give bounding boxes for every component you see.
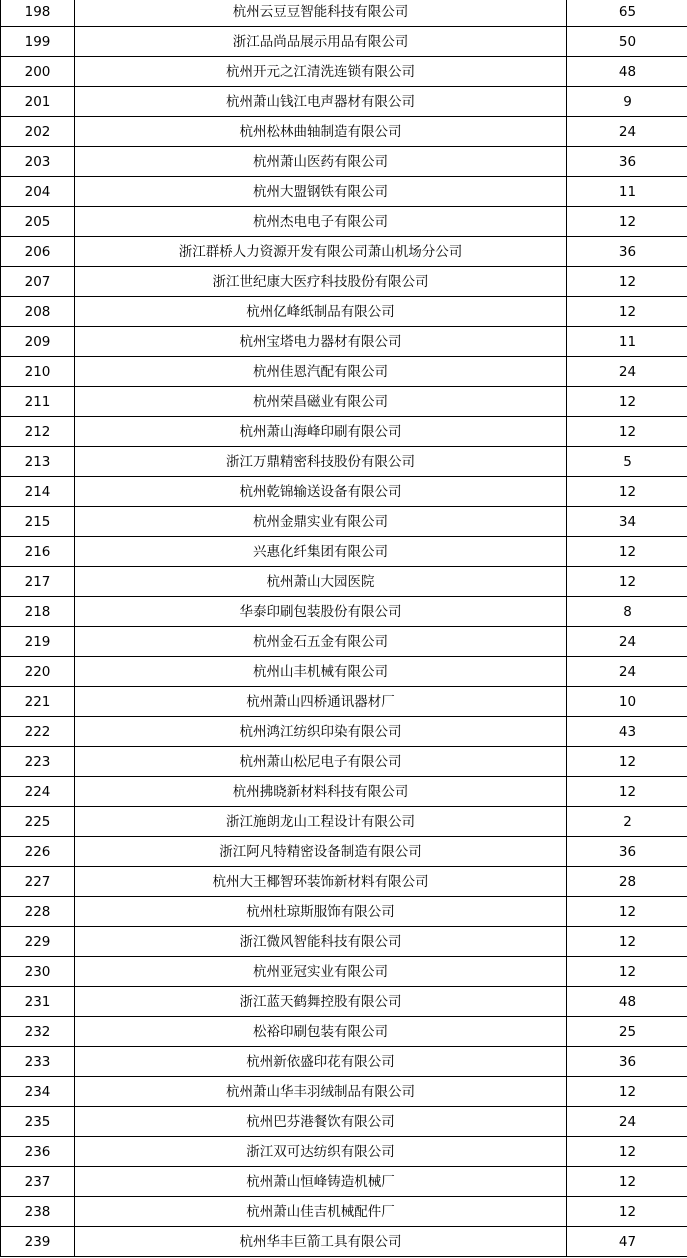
table-row (1, 1107, 687, 1137)
company-name-cell: 浙江双可达纺织有限公司 (75, 1137, 567, 1167)
count-cell: 12 (567, 747, 687, 777)
company-name-cell: 浙江万鼎精密科技股份有限公司 (75, 447, 567, 477)
table-row (1, 777, 687, 807)
count-cell: 65 (567, 0, 687, 27)
row-number-cell: 207 (1, 267, 75, 297)
company-name-cell: 杭州荣昌磁业有限公司 (75, 387, 567, 417)
count-cell: 24 (567, 1107, 687, 1137)
count-cell: 36 (567, 237, 687, 267)
company-name-cell: 杭州萧山恒峰铸造机械厂 (75, 1167, 567, 1197)
count-cell: 12 (567, 1077, 687, 1107)
count-cell: 11 (567, 177, 687, 207)
company-name-cell: 浙江微风智能科技有限公司 (75, 927, 567, 957)
table-row (1, 297, 687, 327)
row-number-cell: 214 (1, 477, 75, 507)
row-number-cell: 235 (1, 1107, 75, 1137)
table-row (1, 627, 687, 657)
count-cell: 36 (567, 1047, 687, 1077)
company-name-cell: 杭州大盟钢铁有限公司 (75, 177, 567, 207)
count-cell: 12 (567, 267, 687, 297)
row-number-cell: 229 (1, 927, 75, 957)
company-name-cell: 杭州亚冠实业有限公司 (75, 957, 567, 987)
company-name-cell: 浙江世纪康大医疗科技股份有限公司 (75, 267, 567, 297)
company-name-cell: 杭州萧山大园医院 (75, 567, 567, 597)
row-number-cell: 215 (1, 507, 75, 537)
table-row (1, 387, 687, 417)
table-row (1, 1137, 687, 1167)
count-cell: 12 (567, 417, 687, 447)
row-number-cell: 227 (1, 867, 75, 897)
table-row (1, 1047, 687, 1077)
row-number-cell: 198 (1, 0, 75, 27)
row-number-cell: 203 (1, 147, 75, 177)
row-number-cell: 223 (1, 747, 75, 777)
row-number-cell: 218 (1, 597, 75, 627)
company-name-cell: 杭州山丰机械有限公司 (75, 657, 567, 687)
table-row (1, 267, 687, 297)
row-number-cell: 222 (1, 717, 75, 747)
table-row (1, 957, 687, 987)
company-name-cell: 浙江蓝天鹤舞控股有限公司 (75, 987, 567, 1017)
table-row (1, 867, 687, 897)
count-cell: 25 (567, 1017, 687, 1047)
table-row (1, 477, 687, 507)
table-row (1, 687, 687, 717)
table-row (1, 147, 687, 177)
table-row (1, 897, 687, 927)
company-name-cell: 杭州萧山松尼电子有限公司 (75, 747, 567, 777)
row-number-cell: 204 (1, 177, 75, 207)
table-row (1, 927, 687, 957)
row-number-cell: 202 (1, 117, 75, 147)
row-number-cell: 225 (1, 807, 75, 837)
company-name-cell: 杭州杰电电子有限公司 (75, 207, 567, 237)
company-name-cell: 杭州萧山四桥通讯器材厂 (75, 687, 567, 717)
count-cell: 48 (567, 987, 687, 1017)
table-row (1, 447, 687, 477)
row-number-cell: 224 (1, 777, 75, 807)
row-number-cell: 217 (1, 567, 75, 597)
table-row (1, 327, 687, 357)
row-number-cell: 212 (1, 417, 75, 447)
company-name-cell: 杭州大王椰智环装饰新材料有限公司 (75, 867, 567, 897)
table-row (1, 57, 687, 87)
row-number-cell: 237 (1, 1167, 75, 1197)
table-row (1, 87, 687, 117)
row-number-cell: 236 (1, 1137, 75, 1167)
company-name-cell: 杭州松林曲轴制造有限公司 (75, 117, 567, 147)
company-name-cell: 杭州拂晓新材料科技有限公司 (75, 777, 567, 807)
company-name-cell: 华泰印刷包装股份有限公司 (75, 597, 567, 627)
row-number-cell: 211 (1, 387, 75, 417)
count-cell: 12 (567, 477, 687, 507)
row-number-cell: 233 (1, 1047, 75, 1077)
count-cell: 12 (567, 207, 687, 237)
table-row (1, 117, 687, 147)
table-row (1, 597, 687, 627)
count-cell: 36 (567, 837, 687, 867)
count-cell: 50 (567, 27, 687, 57)
company-name-cell: 浙江施朗龙山工程设计有限公司 (75, 807, 567, 837)
table-row (1, 747, 687, 777)
row-number-cell: 231 (1, 987, 75, 1017)
count-cell: 10 (567, 687, 687, 717)
company-name-cell: 杭州佳恩汽配有限公司 (75, 357, 567, 387)
count-cell: 12 (567, 777, 687, 807)
table-row (1, 507, 687, 537)
company-name-cell: 杭州亿峰纸制品有限公司 (75, 297, 567, 327)
row-number-cell: 239 (1, 1227, 75, 1257)
table-row (1, 537, 687, 567)
row-number-cell: 206 (1, 237, 75, 267)
row-number-cell: 210 (1, 357, 75, 387)
count-cell: 24 (567, 117, 687, 147)
company-name-cell: 杭州金鼎实业有限公司 (75, 507, 567, 537)
count-cell: 28 (567, 867, 687, 897)
count-cell: 24 (567, 657, 687, 687)
count-cell: 12 (567, 297, 687, 327)
company-name-cell: 杭州乾锦输送设备有限公司 (75, 477, 567, 507)
row-number-cell: 219 (1, 627, 75, 657)
table-row (1, 987, 687, 1017)
count-cell: 24 (567, 357, 687, 387)
table-row (1, 1167, 687, 1197)
company-name-cell: 杭州巴芬港餐饮有限公司 (75, 1107, 567, 1137)
row-number-cell: 209 (1, 327, 75, 357)
company-name-cell: 杭州华丰巨箭工具有限公司 (75, 1227, 567, 1257)
company-name-cell: 杭州萧山佳吉机械配件厂 (75, 1197, 567, 1227)
table-row (1, 357, 687, 387)
table-row (1, 417, 687, 447)
row-number-cell: 228 (1, 897, 75, 927)
row-number-cell: 216 (1, 537, 75, 567)
company-name-cell: 杭州萧山医药有限公司 (75, 147, 567, 177)
company-table-body (1, 0, 687, 1257)
company-name-cell: 杭州萧山海峰印刷有限公司 (75, 417, 567, 447)
count-cell: 11 (567, 327, 687, 357)
row-number-cell: 213 (1, 447, 75, 477)
count-cell: 9 (567, 87, 687, 117)
company-name-cell: 杭州杜琼斯服饰有限公司 (75, 897, 567, 927)
table-row (1, 1227, 687, 1257)
company-name-cell: 杭州萧山华丰羽绒制品有限公司 (75, 1077, 567, 1107)
count-cell: 43 (567, 717, 687, 747)
company-name-cell: 杭州金石五金有限公司 (75, 627, 567, 657)
table-row (1, 27, 687, 57)
row-number-cell: 220 (1, 657, 75, 687)
table-row (1, 1197, 687, 1227)
company-name-cell: 杭州萧山钱江电声器材有限公司 (75, 87, 567, 117)
count-cell: 12 (567, 1137, 687, 1167)
table-row (1, 1077, 687, 1107)
count-cell: 34 (567, 507, 687, 537)
company-name-cell: 兴惠化纤集团有限公司 (75, 537, 567, 567)
row-number-cell: 199 (1, 27, 75, 57)
table-row (1, 0, 687, 27)
company-name-cell: 杭州云豆豆智能科技有限公司 (75, 0, 567, 27)
row-number-cell: 201 (1, 87, 75, 117)
count-cell: 47 (567, 1227, 687, 1257)
row-number-cell: 230 (1, 957, 75, 987)
table-row (1, 237, 687, 267)
company-name-cell: 杭州新依盛印花有限公司 (75, 1047, 567, 1077)
count-cell: 5 (567, 447, 687, 477)
count-cell: 12 (567, 1197, 687, 1227)
table-row (1, 657, 687, 687)
row-number-cell: 205 (1, 207, 75, 237)
company-name-cell: 浙江群桥人力资源开发有限公司萧山机场分公司 (75, 237, 567, 267)
count-cell: 8 (567, 597, 687, 627)
count-cell: 48 (567, 57, 687, 87)
table-row (1, 717, 687, 747)
row-number-cell: 226 (1, 837, 75, 867)
table-row (1, 837, 687, 867)
company-name-cell: 浙江阿凡特精密设备制造有限公司 (75, 837, 567, 867)
row-number-cell: 200 (1, 57, 75, 87)
count-cell: 2 (567, 807, 687, 837)
row-number-cell: 221 (1, 687, 75, 717)
table-row (1, 567, 687, 597)
table-row (1, 1017, 687, 1047)
table-row (1, 207, 687, 237)
count-cell: 12 (567, 957, 687, 987)
company-name-cell: 杭州开元之江清洗连锁有限公司 (75, 57, 567, 87)
company-name-cell: 松裕印刷包装有限公司 (75, 1017, 567, 1047)
table-row (1, 177, 687, 207)
count-cell: 12 (567, 567, 687, 597)
count-cell: 12 (567, 387, 687, 417)
count-cell: 12 (567, 927, 687, 957)
count-cell: 24 (567, 627, 687, 657)
row-number-cell: 232 (1, 1017, 75, 1047)
row-number-cell: 238 (1, 1197, 75, 1227)
row-number-cell: 208 (1, 297, 75, 327)
company-name-cell: 杭州宝塔电力器材有限公司 (75, 327, 567, 357)
table-row (1, 807, 687, 837)
company-name-cell: 浙江品尚品展示用品有限公司 (75, 27, 567, 57)
count-cell: 12 (567, 1167, 687, 1197)
count-cell: 36 (567, 147, 687, 177)
company-name-cell: 杭州鸿江纺织印染有限公司 (75, 717, 567, 747)
count-cell: 12 (567, 897, 687, 927)
count-cell: 12 (567, 537, 687, 567)
row-number-cell: 234 (1, 1077, 75, 1107)
